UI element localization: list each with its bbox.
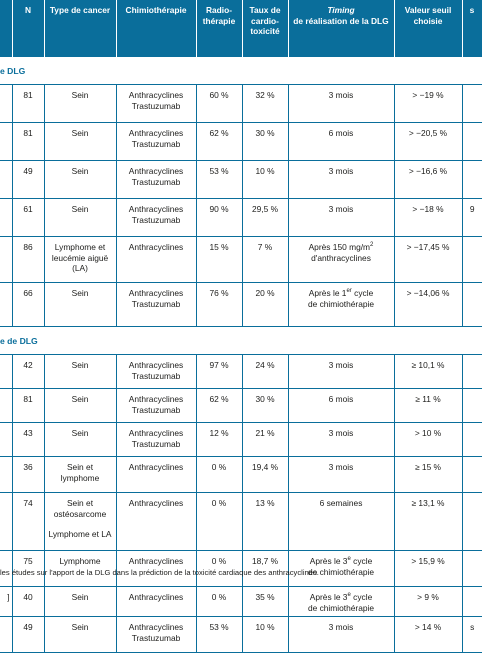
cell-last [462,457,482,493]
cell-n: 86 [12,237,44,283]
table-row [0,389,482,423]
cell-last: s [462,617,482,653]
cell-chemotherapy [116,617,196,653]
cell-radiotherapy: 0 % [196,551,242,587]
cell-cardiotoxicity: 32 % [242,85,288,123]
cell-cardiotoxicity: 19,4 % [242,457,288,493]
cell-timing [288,199,394,237]
header-threshold: Valeur seuil choisie [394,0,462,57]
chemotherapy-agent: Anthracyclines [128,556,184,566]
cell-cancer-type [44,123,116,161]
cell-timing [288,617,394,653]
cell-cardiotoxicity: 20 % [242,283,288,327]
cell-cardiotoxicity: 10 % [242,617,288,653]
cell-ref [0,457,12,493]
cell-cancer-type [44,493,116,551]
header-timing-sub: de réalisation de la DLG [293,15,389,26]
cell-cardiotoxicity: 7 % [242,237,288,283]
header-radiotherapy: Radio-thérapie [196,0,242,57]
cell-radiotherapy: 62 % [196,389,242,423]
timing-superscript: e [347,592,351,599]
section-header-row [0,327,482,355]
cancer-type-text: Sein [71,360,89,370]
chemotherapy-agent: Anthracyclines [128,90,184,100]
cell-threshold: ≥ 11 % [394,389,462,423]
cell-chemotherapy [116,237,196,283]
header-timing-title: Timing [327,5,355,15]
table-row [0,283,482,327]
timing-text: 3 mois [328,166,354,176]
cell-ref [0,237,12,283]
cancer-type-text: Lymphome [59,556,101,566]
cell-ref [0,617,12,653]
cell-chemotherapy [116,85,196,123]
cell-radiotherapy: 90 % [196,199,242,237]
cell-threshold: > 15,9 % [394,551,462,587]
chemotherapy-agent: Anthracyclines [128,360,184,370]
section-label: e de DLG [0,327,482,355]
cell-chemotherapy [116,283,196,327]
cell-radiotherapy: 0 % [196,457,242,493]
cell-last: 9 [462,199,482,237]
cell-last [462,283,482,327]
cell-timing [288,423,394,457]
cell-cardiotoxicity: 18,7 % [242,551,288,587]
cell-threshold: ≥ 10,1 % [394,355,462,389]
header-n: N [12,0,44,57]
chemotherapy-agent: Trastuzumab [131,298,181,309]
cell-last [462,551,482,587]
cell-threshold: > 14 % [394,617,462,653]
cancer-type-text: Sein [71,288,89,298]
cell-chemotherapy [116,457,196,493]
cancer-type-text: Sein [71,204,89,214]
timing-text: 6 mois [328,394,354,404]
cell-chemotherapy [116,389,196,423]
timing-superscript: er [346,288,352,295]
cell-n: 49 [12,617,44,653]
chemotherapy-agent: Anthracyclines [128,622,184,632]
cancer-type-text: Sein [71,166,89,176]
cell-threshold: > −14,06 % [394,283,462,327]
cell-cancer-type [44,237,116,283]
cancer-type-text: Sein et lymphome [60,462,100,483]
cell-cardiotoxicity: 24 % [242,355,288,389]
cell-timing [288,123,394,161]
cell-radiotherapy: 15 % [196,237,242,283]
table-row [0,199,482,237]
cell-ref [0,493,12,551]
timing-text: 3 mois [328,428,354,438]
header-cardiotoxicity: Taux de cardio-toxicité [242,0,288,57]
chemotherapy-agent: Trastuzumab [131,438,181,449]
cell-threshold: > 10 % [394,423,462,457]
cell-chemotherapy [116,123,196,161]
cell-cardiotoxicity: 10 % [242,161,288,199]
cell-n: 61 [12,199,44,237]
timing-text: 3 mois [328,622,354,632]
chemotherapy-agent: Anthracyclines [128,128,184,138]
cancer-type-text: Sein [71,90,89,100]
cell-threshold: > −19 % [394,85,462,123]
cell-timing [288,283,394,327]
cell-cancer-type [44,617,116,653]
cell-timing [288,161,394,199]
cell-threshold: ≥ 13,1 % [394,493,462,551]
cell-threshold: > 9 % [394,587,462,617]
timing-text-mid: cycle [350,592,373,602]
chemotherapy-agent: Anthracyclines [128,394,184,404]
cell-threshold: > −20,5 % [394,123,462,161]
cancer-type-text: Lymphome et leucémie aiguë (LA) [51,242,109,274]
cell-ref [0,85,12,123]
timing-text: Après le 1 [308,288,347,298]
cell-cardiotoxicity: 30 % [242,123,288,161]
cell-radiotherapy: 53 % [196,617,242,653]
cell-chemotherapy [116,423,196,457]
cell-n: 66 [12,283,44,327]
timing-text: Après le 3 [309,592,348,602]
cell-chemotherapy [116,161,196,199]
cell-ref [0,161,12,199]
cell-timing [288,355,394,389]
cell-ref [0,355,12,389]
cell-timing [288,237,394,283]
header-chemotherapy: Chimiothérapie [116,0,196,57]
cell-cardiotoxicity: 29,5 % [242,199,288,237]
cell-last [462,237,482,283]
cell-ref [0,283,12,327]
cell-cancer-type [44,283,116,327]
cell-n: 40 [12,587,44,617]
timing-text-mid: cycle [351,288,374,298]
timing-text-post: de chimiothérapie [307,602,375,613]
cell-radiotherapy: 0 % [196,493,242,551]
cell-timing [288,457,394,493]
cancer-type-text: Sein [71,428,89,438]
cell-cardiotoxicity: 21 % [242,423,288,457]
table-header-row [0,0,482,57]
chemotherapy-agent: Trastuzumab [131,632,181,643]
chemotherapy-agent: Trastuzumab [131,138,181,149]
cancer-type-text: Sein [71,394,89,404]
timing-text: 6 mois [328,128,354,138]
table-row [0,355,482,389]
table-row [0,457,482,493]
cell-ref [0,423,12,457]
chemotherapy-agent: Trastuzumab [131,100,181,111]
cell-cancer-type [44,355,116,389]
cancer-type-text: Sein et ostéosarcome [53,498,107,519]
cell-last [462,389,482,423]
cancer-type-text: Sein [71,622,89,632]
cancer-type-text-secondary: Lymphome et LA [48,529,112,540]
timing-text: 6 semaines [319,498,363,508]
chemotherapy-agent: Anthracyclines [128,288,184,298]
table-row [0,85,482,123]
cell-radiotherapy: 76 % [196,283,242,327]
chemotherapy-agent: Trastuzumab [131,176,181,187]
cell-last [462,355,482,389]
chemotherapy-agent: Anthracyclines [128,204,184,214]
table-caption: les études sur l'apport de la DLG dans la prédiction de la toxicité cardiaque des anthracyclines. [0,568,319,577]
table-row [0,123,482,161]
cell-last [462,423,482,457]
cell-cardiotoxicity: 13 % [242,493,288,551]
cell-n: 42 [12,355,44,389]
timing-text: Après 150 mg/m [308,242,371,252]
timing-text: 3 mois [328,90,354,100]
timing-text: 3 mois [328,204,354,214]
table-row [0,237,482,283]
cell-last [462,161,482,199]
chemotherapy-agent: Anthracyclines [128,242,184,252]
cell-ref: ] [0,587,12,617]
table-row [0,587,482,617]
chemotherapy-agent: Anthracyclines [128,428,184,438]
cell-cancer-type [44,423,116,457]
cell-cancer-type [44,457,116,493]
cell-cancer-type [44,389,116,423]
cancer-type-text: Sein [71,128,89,138]
cell-chemotherapy [116,587,196,617]
cell-radiotherapy: 53 % [196,161,242,199]
timing-text-mid: cycle [350,556,373,566]
header-ref [0,0,12,57]
cell-timing [288,493,394,551]
cell-n: 43 [12,423,44,457]
header-last: s [462,0,482,57]
cell-radiotherapy: 62 % [196,123,242,161]
cell-ref [0,123,12,161]
section-label: e DLG [0,57,482,85]
cell-last [462,123,482,161]
cell-radiotherapy: 12 % [196,423,242,457]
table-row [0,617,482,653]
chemotherapy-agent: Trastuzumab [131,214,181,225]
cell-cancer-type [44,85,116,123]
cell-n: 74 [12,493,44,551]
cell-threshold: > −18 % [394,199,462,237]
timing-superscript: e [347,556,351,563]
cell-n: 36 [12,457,44,493]
cell-ref [0,199,12,237]
cell-ref [0,389,12,423]
chemotherapy-agent: Anthracyclines [128,166,184,176]
cell-cardiotoxicity: 35 % [242,587,288,617]
cell-n: 81 [12,85,44,123]
cell-timing [288,85,394,123]
cell-cancer-type [44,587,116,617]
timing-text: 3 mois [328,462,354,472]
chemotherapy-agent: Anthracyclines [128,498,184,508]
cell-timing [288,389,394,423]
timing-text: Après le 3 [309,556,348,566]
timing-superscript: 2 [370,242,374,249]
cell-n: 49 [12,161,44,199]
cell-threshold: ≥ 15 % [394,457,462,493]
chemotherapy-agent: Anthracyclines [128,592,184,602]
cell-n: 81 [12,123,44,161]
cell-n: 75 [12,551,44,587]
chemotherapy-agent: Anthracyclines [128,462,184,472]
cell-cardiotoxicity: 30 % [242,389,288,423]
cell-timing [288,587,394,617]
cancer-type-text: Sein [71,592,89,602]
cell-cancer-type [44,199,116,237]
header-cancer-type: Type de cancer [44,0,116,57]
cell-chemotherapy [116,355,196,389]
cell-chemotherapy [116,493,196,551]
table-row [0,161,482,199]
chemotherapy-agent: Trastuzumab [131,404,181,415]
timing-text-post: de chimiothérapie [307,298,375,309]
section-header-row [0,57,482,85]
cell-radiotherapy: 60 % [196,85,242,123]
cell-last [462,85,482,123]
table-row [0,423,482,457]
timing-text-post: d'anthracyclines [311,252,371,263]
timing-text: 3 mois [328,360,354,370]
cell-threshold: > −17,45 % [394,237,462,283]
cell-last [462,493,482,551]
cell-n: 81 [12,389,44,423]
table-row [0,493,482,551]
cell-threshold: > −16,6 % [394,161,462,199]
cell-chemotherapy [116,199,196,237]
header-timing [288,0,394,57]
cell-cancer-type [44,161,116,199]
chemotherapy-agent: Trastuzumab [131,370,181,381]
cell-radiotherapy: 97 % [196,355,242,389]
cell-last [462,587,482,617]
timing-text-post: de chimiothérapie [307,566,375,577]
cell-radiotherapy: 0 % [196,587,242,617]
